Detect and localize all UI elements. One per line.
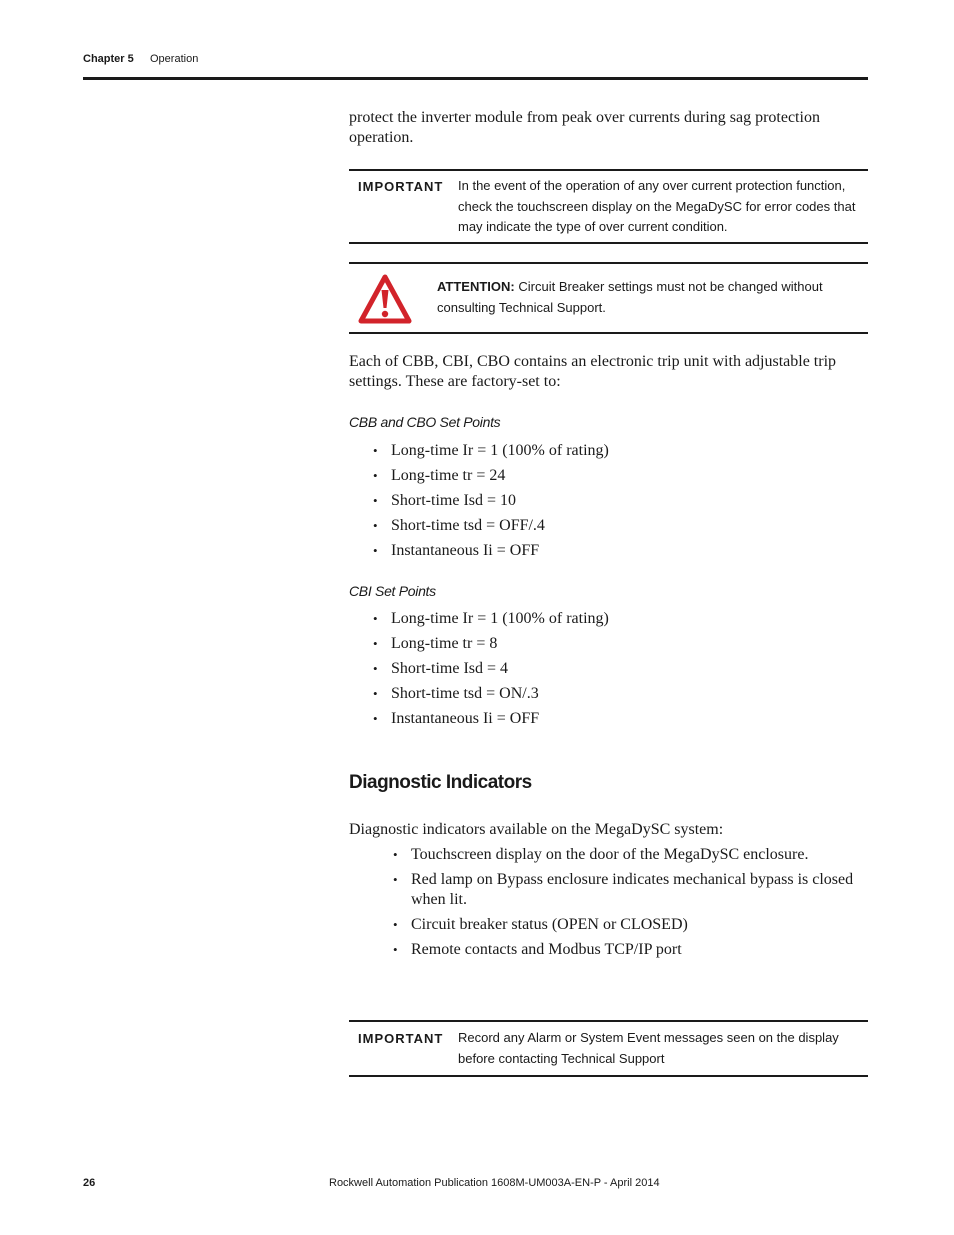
cbi-set-points-list [372,606,609,731]
section-label: Operation [150,53,199,65]
list-item: • Circuit breaker status (OPEN or CLOSED) [392,915,862,935]
important-label: IMPORTANT [358,179,444,194]
chapter-label: Chapter 5 [83,53,134,65]
cbb-cbo-set-points-list [372,438,609,563]
diagnostic-list [392,845,862,965]
publication-info: Rockwell Automation Publication 1608M-UM003A-EN-P - April 2014 [329,1177,660,1189]
list-item: • Long-time tr = 24 [372,463,609,488]
warning-triangle-icon [358,274,412,324]
attention-label: ATTENTION: [437,279,515,294]
intro-paragraph: protect the inverter module from peak over currents during sag protection operation. [349,109,820,146]
list-item: • Long-time tr = 8 [372,631,609,656]
list-item: • Touchscreen display on the door of the MegaDySC enclosure. [392,845,862,865]
list-item: • Remote contacts and Modbus TCP/IP port [392,940,862,960]
important-label: IMPORTANT [358,1031,444,1046]
list-item: • Red lamp on Bypass enclosure indicates mechanical bypass is closed when lit. [392,870,862,910]
list-item: • Short-time Isd = 4 [372,656,609,681]
list-item: • Short-time tsd = ON/.3 [372,681,609,706]
page-header [83,53,868,80]
trip-settings-paragraph: Each of CBB, CBI, CBO contains an electronic trip unit with adjustable trip settings. These are factory-set to: [349,353,837,390]
important-text: Record any Alarm or System Event messages seen on the display before contacting Technical Support [458,1030,839,1066]
attention-message: Circuit Breaker settings must not be changed without consulting Technical Support. [437,279,823,315]
important-text: In the event of the operation of any over current protection function, check the touchscreen display on the MegaDySC for error codes that may indicate the type of over current condition. [458,178,856,234]
list-item: • Long-time Ir = 1 (100% of rating) [372,438,609,463]
list-item: • Long-time Ir = 1 (100% of rating) [372,606,609,631]
list-item: • Short-time Isd = 10 [372,488,609,513]
cbb-cbo-subheading: CBB and CBO Set Points [349,414,501,430]
attention-box [349,262,868,334]
list-item: • Instantaneous Ii = OFF [372,706,609,731]
section-heading: Diagnostic Indicators [349,772,532,793]
important-note [349,1020,868,1077]
page-number: 26 [83,1177,96,1189]
diagnostic-intro: Diagnostic indicators available on the MegaDySC system: [349,821,724,838]
attention-text [437,277,865,318]
list-item: • Short-time tsd = OFF/.4 [372,513,609,538]
cbi-subheading: CBI Set Points [349,583,436,599]
important-note [349,169,868,244]
list-item: • Instantaneous Ii = OFF [372,538,609,563]
